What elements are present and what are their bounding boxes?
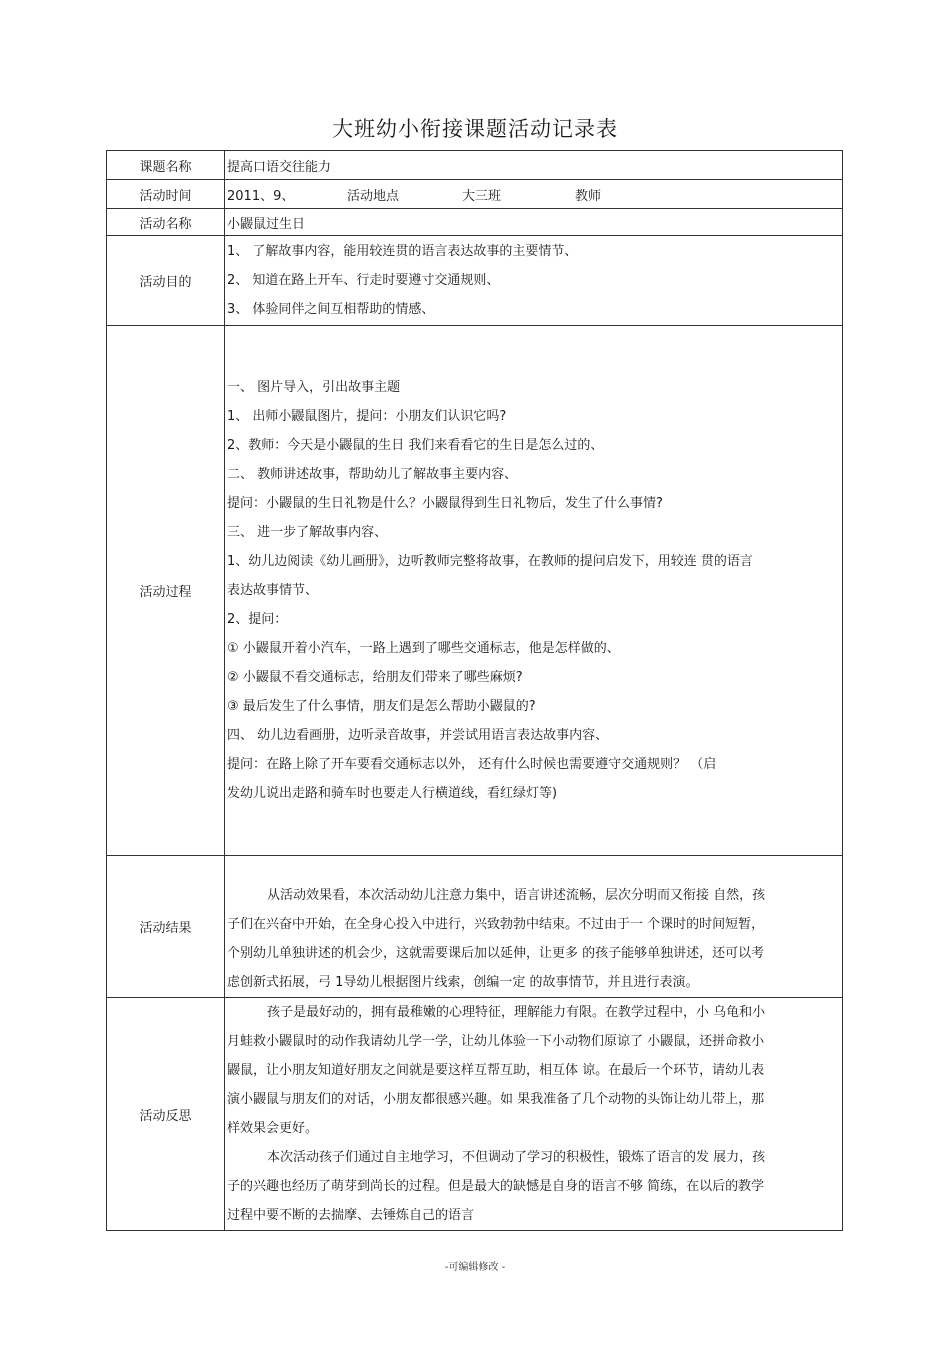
reflection-line: 过程中要不断的去揣摩、去锤炼自己的语言 <box>227 1208 475 1223</box>
label-process: 活动过程 <box>107 326 225 856</box>
result-line: 个别幼儿单独讲述的机会少，这就需要课后加以延伸，让更多 的孩子能够单独讲述，还可以考 <box>227 946 765 961</box>
row-process <box>107 326 843 856</box>
reflection-line: 月蛙救小鼹鼠时的动作我请幼儿学一学，让幼儿体验一下小动物们原谅了 小鼹鼠，还拼命救小 <box>227 1034 765 1049</box>
process-line: 提问：在路上除了开车要看交通标志以外， 还有什么时候也需要遵守交通规则？ （启 <box>227 757 717 772</box>
process-line: 三、 进一步了解故事内容、 <box>227 525 388 540</box>
reflection-line: 孩子是最好动的，拥有最稚嫩的心理特征，理解能力有限。在教学过程中，小 乌龟和小 <box>267 1005 766 1020</box>
teacher-label: 教师 <box>575 188 602 204</box>
value-process <box>225 326 843 856</box>
process-line: 2、提问： <box>227 612 288 627</box>
goal-item: 2、 知道在路上开车、行走时要遵寸交通规则、 <box>227 273 500 288</box>
process-line: 提问：小鼹鼠的生日礼物是什么？小鼹鼠得到生日礼物后，发生了什么事情? <box>227 496 663 511</box>
reflection-line: 本次活动孩子们通过自主地学习，不但调动了学习的积极性，锻炼了语言的发 展力，孩 <box>267 1150 766 1165</box>
process-line: 2、教师：今天是小鼹鼠的生日 我们来看看它的生日是怎么过的、 <box>227 438 604 453</box>
reflection-line: 演小鼹鼠与朋友们的对话，小朋友都很感兴趣。如 果我准备了几个动物的头饰让幼儿带上，那 <box>227 1092 765 1107</box>
value-result <box>225 856 843 998</box>
activity-date: 2011、9、 <box>227 188 295 204</box>
reflection-line: 样效果会更好。 <box>227 1121 319 1136</box>
label-time: 活动时间 <box>107 180 225 209</box>
reflection-line: 鼹鼠，让小朋友知道好朋友之间就是要这样互帮互助，相互体 谅。在最后一个环节，请幼儿表 <box>227 1063 765 1078</box>
row-reflection <box>107 998 843 1231</box>
result-line: 虑创新式拓展，弓 1导幼儿根据图片线索，创编一定 的故事情节，并且进行表演。 <box>227 975 699 990</box>
label-goals: 活动目的 <box>107 236 225 326</box>
process-line: 发幼儿说出走路和骑车时也要走人行横道线，看红绿灯等) <box>227 786 558 801</box>
process-line: 二、 教师讲述故事，帮助幼儿了解故事主要内容、 <box>227 467 518 482</box>
process-line: 四、 幼儿边看画册，边听录音故事，并尝试用语言表达故事内容、 <box>227 728 609 743</box>
document-title: 大班幼小衔接课题活动记录表 <box>332 117 618 141</box>
place-label: 活动地点 <box>347 188 400 204</box>
result-line: 从活动效果看，本次活动幼儿注意力集中，语言讲述流畅，层次分明而又衔接 自然，孩 <box>267 888 766 903</box>
process-line: 一、 图片导入，引出故事主题 <box>227 380 401 395</box>
footer-note: -可编辑修改 - <box>444 1262 506 1273</box>
value-reflection <box>225 998 843 1231</box>
row-result <box>107 856 843 998</box>
process-line: ① 小鼹鼠开着小汽车，一路上遇到了哪些交通标志，他是怎样做的、 <box>227 641 620 656</box>
value-time <box>225 180 843 209</box>
label-reflection: 活动反思 <box>107 998 225 1231</box>
process-line: 表达故事情节、 <box>227 583 319 598</box>
value-topic: 提高口语交往能力 <box>225 151 843 180</box>
goal-item: 1、 了解故事内容，能用较连贯的语言表达故事的主要情节、 <box>227 244 578 259</box>
process-line: ③ 最后发生了什么事情，朋友们是怎么帮助小鼹鼠的? <box>227 699 536 714</box>
result-line: 子们在兴奋中开始，在全身心投入中进行，兴致勃勃中结束。不过由于一 个课时的时间短暂， <box>227 917 765 932</box>
process-line: ② 小鼹鼠不看交通标志，给朋友们带来了哪些麻烦? <box>227 670 523 685</box>
value-name: 小鼹鼠过生日 <box>225 209 843 236</box>
label-topic: 课题名称 <box>107 151 225 180</box>
process-line: 1、幼儿边阅读《幼儿画册》，边听教师完整将故事，在教师的提问启发下，用较连 贯的语言 <box>227 554 753 569</box>
label-name: 活动名称 <box>107 209 225 236</box>
row-goals <box>107 236 843 326</box>
row-topic <box>107 151 843 180</box>
process-line: 1、 出师小鼹鼠图片，提问：小朋友们认识它吗? <box>227 409 507 424</box>
reflection-line: 子的兴趣也经历了萌芽到尚长的过程。但是最大的缺憾是自身的语言不够 简练，在以后的教学 <box>227 1179 765 1194</box>
value-goals <box>225 236 843 326</box>
label-result: 活动结果 <box>107 856 225 998</box>
place-value: 大三班 <box>462 188 502 204</box>
goal-item: 3、 体验同伴之间互相帮助的情感、 <box>227 302 435 317</box>
row-name <box>107 209 843 236</box>
row-time <box>107 180 843 209</box>
record-table <box>106 150 843 1231</box>
